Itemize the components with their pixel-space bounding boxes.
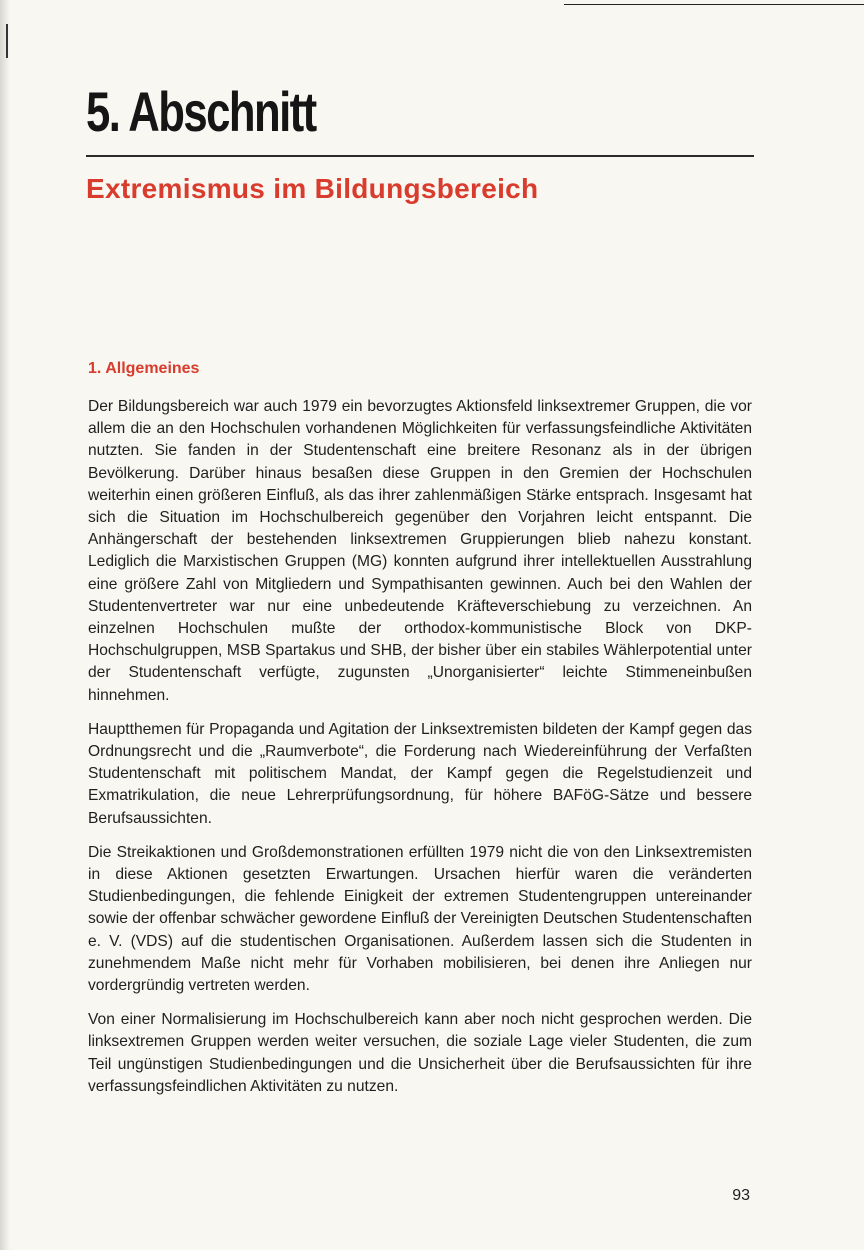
title-underline-rule [86, 155, 754, 157]
paragraph-4: Von einer Normalisierung im Hochschulbereich kann aber noch nicht gesprochen werden. Die linksextremen Gruppen werden weiter versuchen, die soziale Lage vieler Studenten, die zum Teil ungünstigen Studienbedingungen und die Unsicherheit über die Berufsaussichten für ihre verfassungsfeindlichen Aktivitäten zu nutzen. [88, 1011, 752, 1095]
binding-edge [0, 0, 10, 1250]
paragraph-3: Die Streikaktionen und Großdemonstrationen erfüllten 1979 nicht die von den Linksextremisten in diese Aktionen gesetzten Erwartungen. Ursachen hierfür waren die veränderten Studienbedingungen, die fehlende Einigkeit der extremen Studentengruppen untereinander sowie der offenbar schwächer gewordene Einfluß der Vereinigten Deutschen Studentenschaften e. V. (VDS) auf die studentischen Organisationen. Außerdem lassen sich die Studenten in zunehmendem Maße nicht mehr für Vorhaben mobilisieren, bei denen ihre Anliegen nur vordergründig vertreten werden. [88, 843, 752, 995]
top-edge-rule [564, 4, 864, 5]
body-text [88, 396, 752, 1110]
page-number: 93 [732, 1187, 750, 1204]
paragraph-2: Hauptthemen für Propaganda und Agitation der Linksextremisten bildeten der Kampf gegen das Ordnungsrecht und die „Raumverbote“, die Forderung nach Wiedereinführung der Verfaßten Studentenschaft mit politischem Mandat, der Kampf gegen die Regelstudienzeit und Exmatrikulation, die neue Lehrerprüfungsordnung, für höhere BAFöG-Sätze und bessere Berufsaussichten. [88, 720, 752, 827]
corner-mark [6, 24, 8, 58]
subsection-heading: 1. Allgemeines [88, 360, 200, 377]
section-title: 5. Abschnitt [86, 80, 316, 143]
chapter-title: Extremismus im Bildungsbereich [86, 173, 539, 204]
paragraph-1: Der Bildungsbereich war auch 1979 ein bevorzugtes Aktionsfeld linksextremer Gruppen, die vor allem die an den Hochschulen vorhandenen Möglichkeiten für verfassungsfeindliche Aktivitäten nutzten. Sie fanden in der Studentenschaft eine breitere Resonanz als in der übrigen Bevölkerung. Darüber hinaus besaßen diese Gruppen in den Gremien der Hochschulen weiterhin einen größeren Einfluß, als das ihrer zahlenmäßigen Stärke entsprach. Insgesamt hat sich die Situation im Hochschulbereich gegenüber den Vorjahren leicht entspannt. Die Anhängerschaft der bestehenden linksextremen Gruppierungen blieb nahezu konstant. Lediglich die Marxistischen Gruppen (MG) konnten aufgrund ihrer intellektuellen Ausstrahlung eine größere Zahl von Mitgliedern und Sympathisanten gewinnen. Auch bei den Wahlen der Studentenvertreter war nur eine unbedeutende Kräfteverschiebung zu verzeichnen. An einzelnen Hochschulen mußte der orthodox-kommunistische Block von DKP-Hochschulgruppen, MSB Spartakus und SHB, der bisher über ein stabiles Wählerpotential unter der Studentenschaft verfügte, zugunsten „Unorganisierter“ leichte Stimmeneinbußen hinnehmen. [88, 398, 752, 704]
